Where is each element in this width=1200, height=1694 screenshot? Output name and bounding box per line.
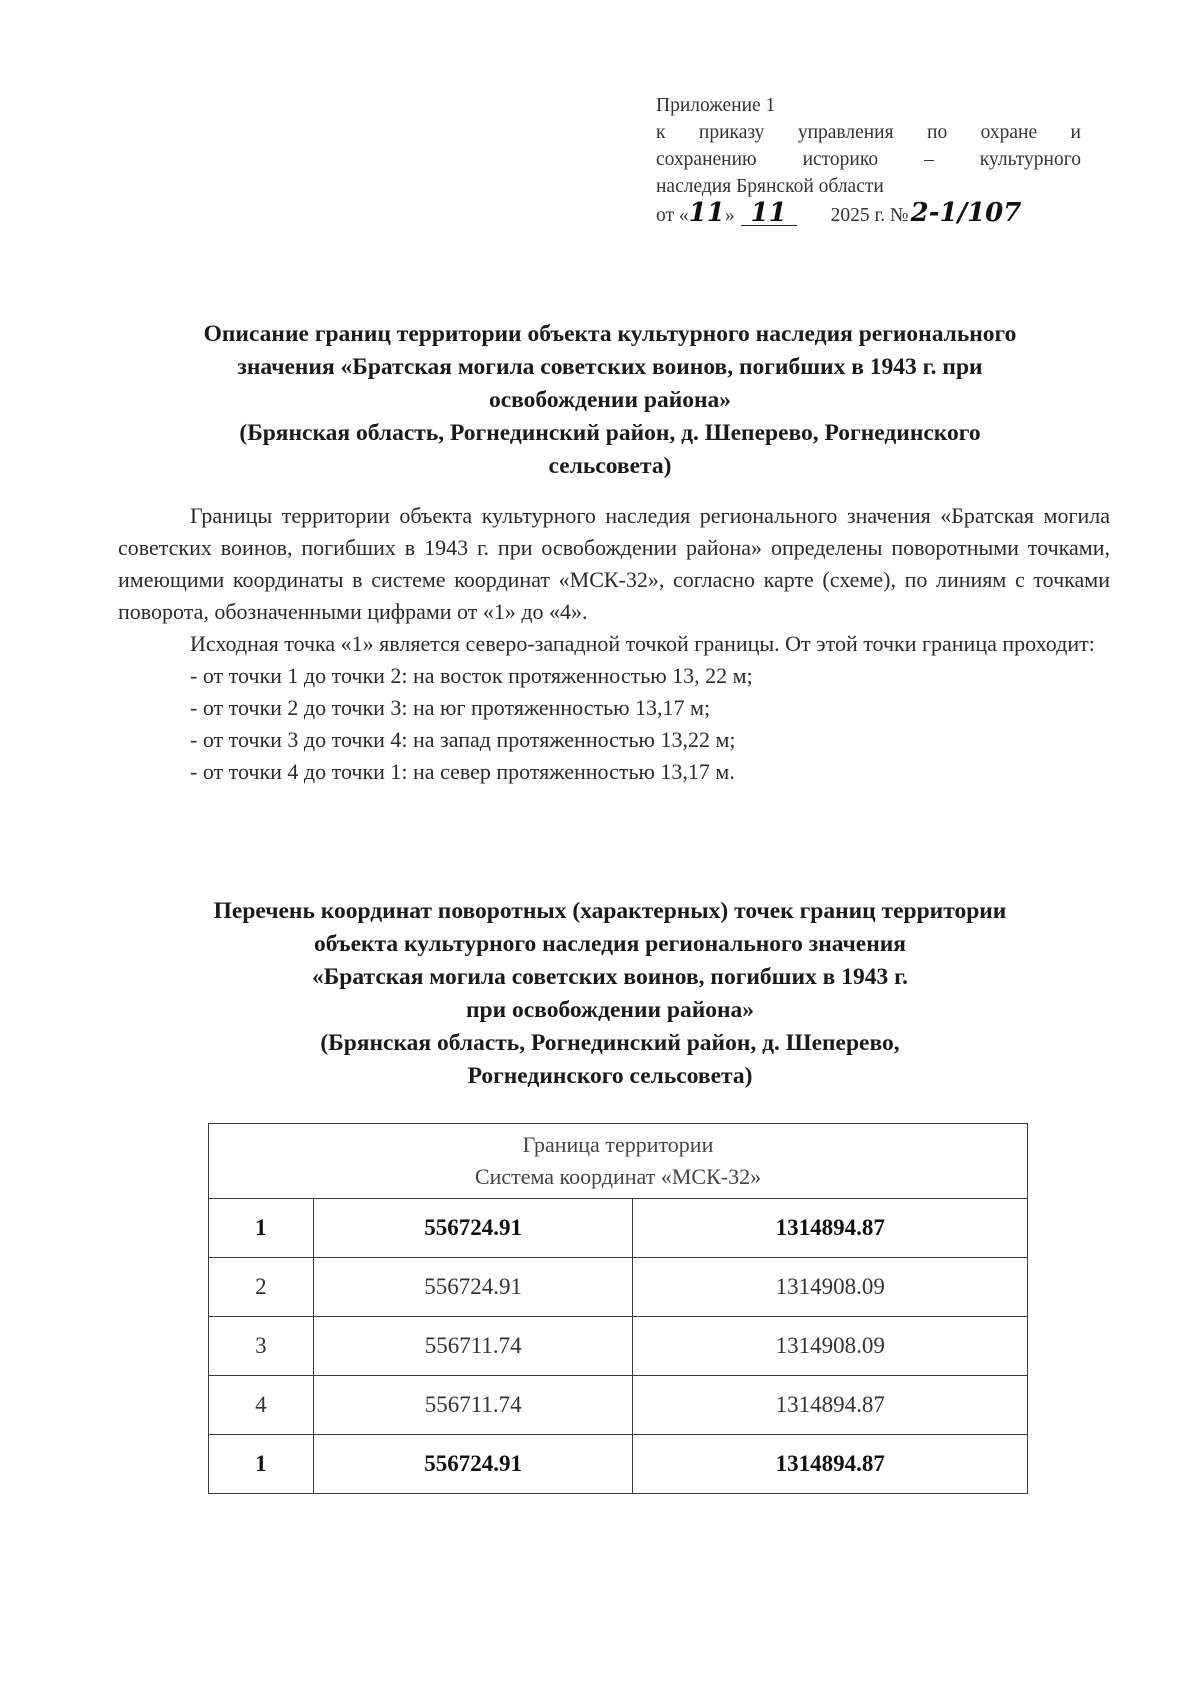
paragraph-intro: Границы территории объекта культурного наследия регионального значения «Братская могила советских воинов, погибших в 1943 г. при освобождении района» определены поворотными точками, имеющими координаты в системе координат «МСК-32», согласно карте (схеме), по линиям с точками поворота, обозначенными цифрами от «1» до «4».	[118, 503, 1110, 624]
title-line: Рогнединского сельсовета)	[467, 1063, 753, 1089]
coord-y: 1314894.87	[633, 1435, 1028, 1494]
date-prefix: от «	[656, 205, 689, 226]
header-line: Система координат «МСК-32»	[474, 1164, 762, 1189]
table-row	[209, 1317, 1028, 1376]
date-quote: »	[724, 205, 735, 226]
boundary-segment-list	[118, 660, 1110, 788]
coordinates-table	[208, 1123, 1028, 1494]
title-line: значения «Братская могила советских воинов, погибших в 1943 г. при	[237, 354, 983, 380]
coord-x: 556711.74	[313, 1376, 633, 1435]
table-row	[209, 1199, 1028, 1258]
coord-y: 1314894.87	[633, 1376, 1028, 1435]
point-number: 2	[209, 1258, 314, 1317]
point-number: 4	[209, 1376, 314, 1435]
appendix-line: сохранению историко – культурного	[656, 149, 1081, 170]
paragraph-start-point: Исходная точка «1» является северо-западной точкой границы. От этой точки граница проходит:	[190, 631, 1095, 656]
title-line: (Брянская область, Рогнединский район, д. Шеперево, Рогнединского	[239, 420, 981, 446]
coord-x: 556724.91	[313, 1199, 633, 1258]
list-item: - от точки 4 до точки 1: на север протяженностью 13,17 м.	[190, 759, 735, 784]
list-item: - от точки 2 до точки 3: на юг протяженностью 13,17 м;	[190, 695, 711, 720]
coord-y: 1314908.09	[633, 1317, 1028, 1376]
header-line: Граница территории	[522, 1132, 714, 1157]
table-row	[209, 1376, 1028, 1435]
appendix-line: к приказу управления по охране и	[656, 122, 1081, 143]
list-item: - от точки 3 до точки 4: на запад протяженностью 13,22 м;	[190, 727, 736, 752]
document-title	[110, 318, 1110, 483]
order-date-line	[656, 200, 1081, 229]
appendix-block	[656, 92, 1081, 229]
appendix-title: Приложение 1	[656, 95, 776, 116]
title-line: «Братская могила советских воинов, погибших в 1943 г.	[312, 964, 908, 990]
appendix-line: наследия Брянской области	[656, 176, 884, 197]
point-number: 1	[209, 1199, 314, 1258]
coord-x: 556724.91	[313, 1435, 633, 1494]
coord-x: 556724.91	[313, 1258, 633, 1317]
title-line: освобождении района»	[488, 387, 732, 413]
title-line: (Брянская область, Рогнединский район, д. Шеперево,	[320, 1030, 900, 1056]
point-number: 3	[209, 1317, 314, 1376]
order-month: 11	[741, 201, 797, 226]
title-line: Перечень координат поворотных (характерных) точек границ территории	[213, 898, 1007, 924]
table-header	[209, 1124, 1028, 1199]
order-number: 2-1/107	[910, 198, 1022, 228]
order-day: 11	[688, 198, 725, 228]
coordinates-title	[110, 895, 1110, 1093]
boundary-description	[118, 500, 1110, 788]
coord-y: 1314894.87	[633, 1199, 1028, 1258]
coord-y: 1314908.09	[633, 1258, 1028, 1317]
list-item: - от точки 1 до точки 2: на восток протяженностью 13, 22 м;	[190, 663, 753, 688]
table-header-row	[209, 1124, 1028, 1199]
title-line: сельсовета)	[548, 453, 672, 479]
title-line: при освобождении района»	[465, 997, 755, 1023]
table-row	[209, 1258, 1028, 1317]
point-number: 1	[209, 1435, 314, 1494]
coord-x: 556711.74	[313, 1317, 633, 1376]
title-line: объекта культурного наследия регионального значения	[313, 931, 907, 957]
table-row	[209, 1435, 1028, 1494]
title-line: Описание границ территории объекта культурного наследия регионального	[203, 321, 1017, 347]
order-year: 2025 г. №	[830, 205, 909, 226]
